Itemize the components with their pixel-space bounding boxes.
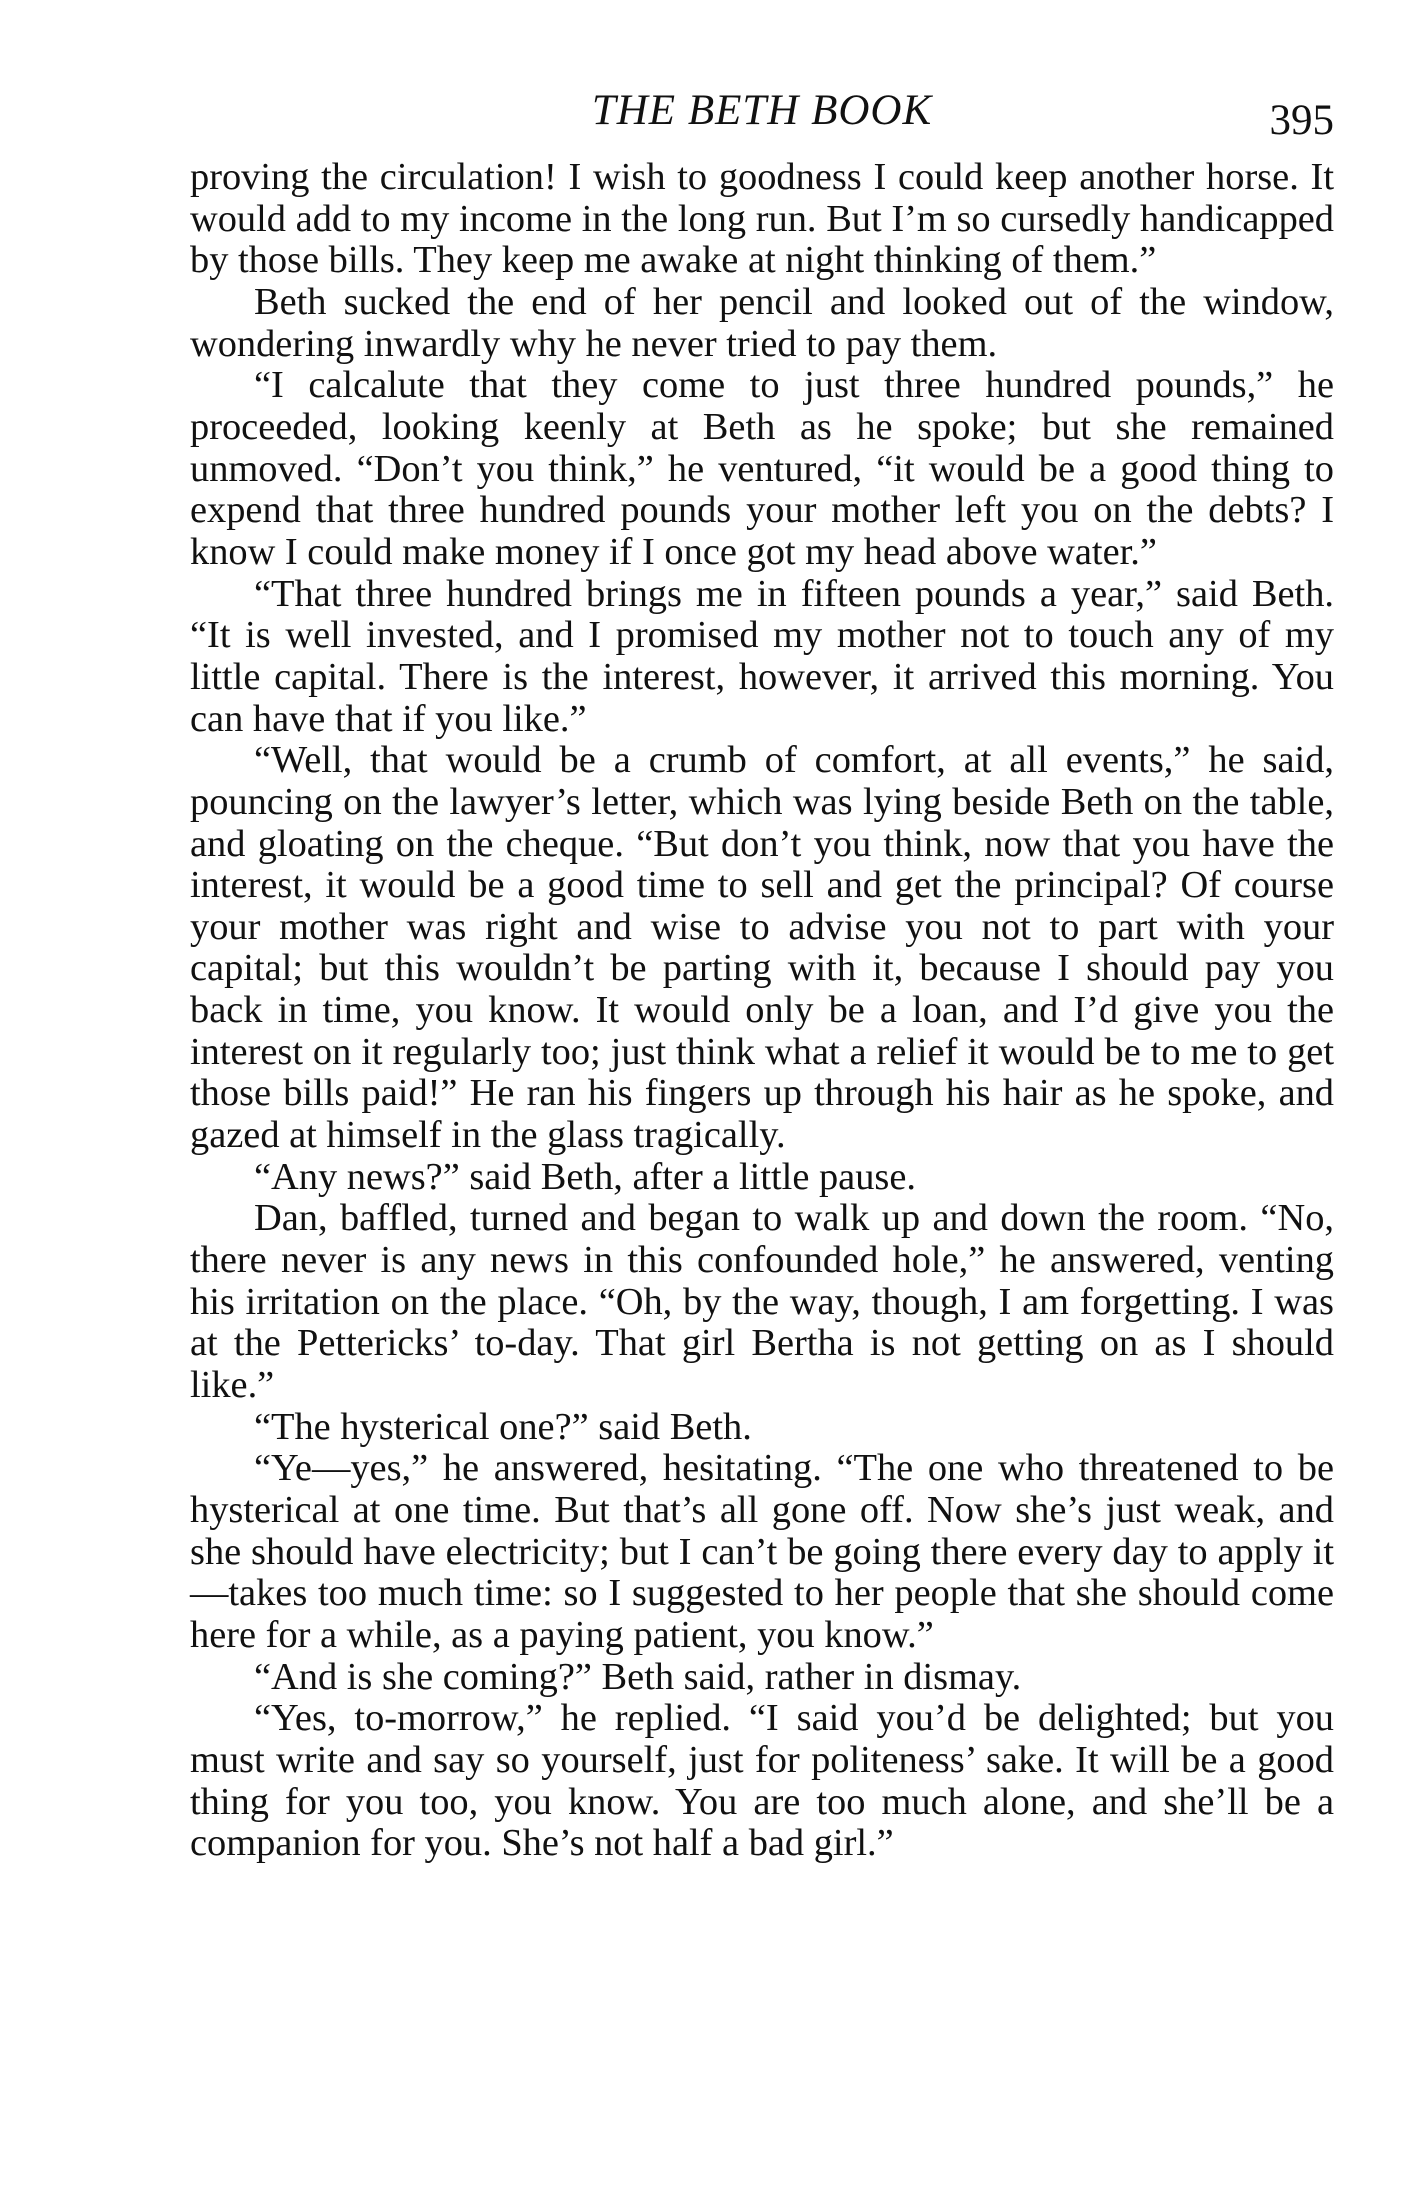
paragraph: Beth sucked the end of her pencil and looked out of the window, wondering inwardly why he never tried to pay them. — [190, 280, 1334, 365]
page-number: 395 — [1269, 97, 1334, 144]
running-header — [190, 86, 1334, 144]
paragraph: Dan, baffled, turned and began to walk up and down the room. “No, there never is any news in this confounded hole,” he answered, venting his irritation on the place. “Oh, by the way, though, I am forgetting. I was at the Pettericks’ to-day. That girl Bertha is not getting on as I should like.” — [190, 1197, 1334, 1407]
paragraph: “Yes, to-morrow,” he replied. “I said you’d be delighted; but you must write and say so yourself, just for politeness’ sake. It will be a good thing for you too, you know. You are too much alone, and she’ll be a companion for you. She’s not half a bad girl.” — [190, 1697, 1334, 1865]
paragraph: “Well, that would be a crumb of comfort, at all events,” he said, pouncing on the lawyer’s letter, which was lying beside Beth on the table, and gloating on the cheque. “But don’t you think, now that you have the interest, it would be a good time to sell and get the principal? Of course your mother was right and wise to advise you not to part with your capital; but this wouldn’t be parting with it, because I should pay you back in time, you know. It would only be a loan, and I’d give you the interest on it regularly too; just think what a relief it would be to me to get those bills paid!” He ran his fingers up through his hair as he spoke, and gazed at himself in the glass tragically. — [190, 739, 1334, 1157]
body-text — [190, 157, 1334, 1865]
paragraph-continued: proving the circulation! I wish to goodness I could keep another horse. It would add to my income in the long run. But I’m so cursedly handicapped by those bills. They keep me awake at night thinking of them.” — [190, 156, 1334, 282]
paragraph: “And is she coming?” Beth said, rather in dismay. — [254, 1655, 1022, 1698]
paragraph: “I calcalute that they come to just three hundred pounds,” he proceeded, looking keenly at Beth as he spoke; but she remained unmoved. “Don’t you think,” he ventured, “it would be a good thing to expend that three hundred pounds your mother left you on the debts? I know I could make money if I once got my head above water.” — [190, 364, 1334, 573]
paragraph: “That three hundred brings me in fifteen pounds a year,” said Beth. “It is well invested, and I promised my mother not to touch any of my little capital. There is the interest, however, it arrived this morning. You can have that if you like.” — [190, 572, 1334, 740]
running-title: THE BETH BOOK — [591, 87, 933, 134]
paragraph: “The hysterical one?” said Beth. — [254, 1405, 752, 1448]
paragraph: “Any news?” said Beth, after a little pause. — [254, 1155, 916, 1198]
paragraph: “Ye—yes,” he answered, hesitating. “The one who threatened to be hysterical at one time. But that’s all gone off. Now she’s just weak, and she should have electricity; but I can’t be going there every day to apply it—takes too much time: so I suggested to her people that she should come here for a while, as a paying patient, you know.” — [190, 1447, 1334, 1656]
